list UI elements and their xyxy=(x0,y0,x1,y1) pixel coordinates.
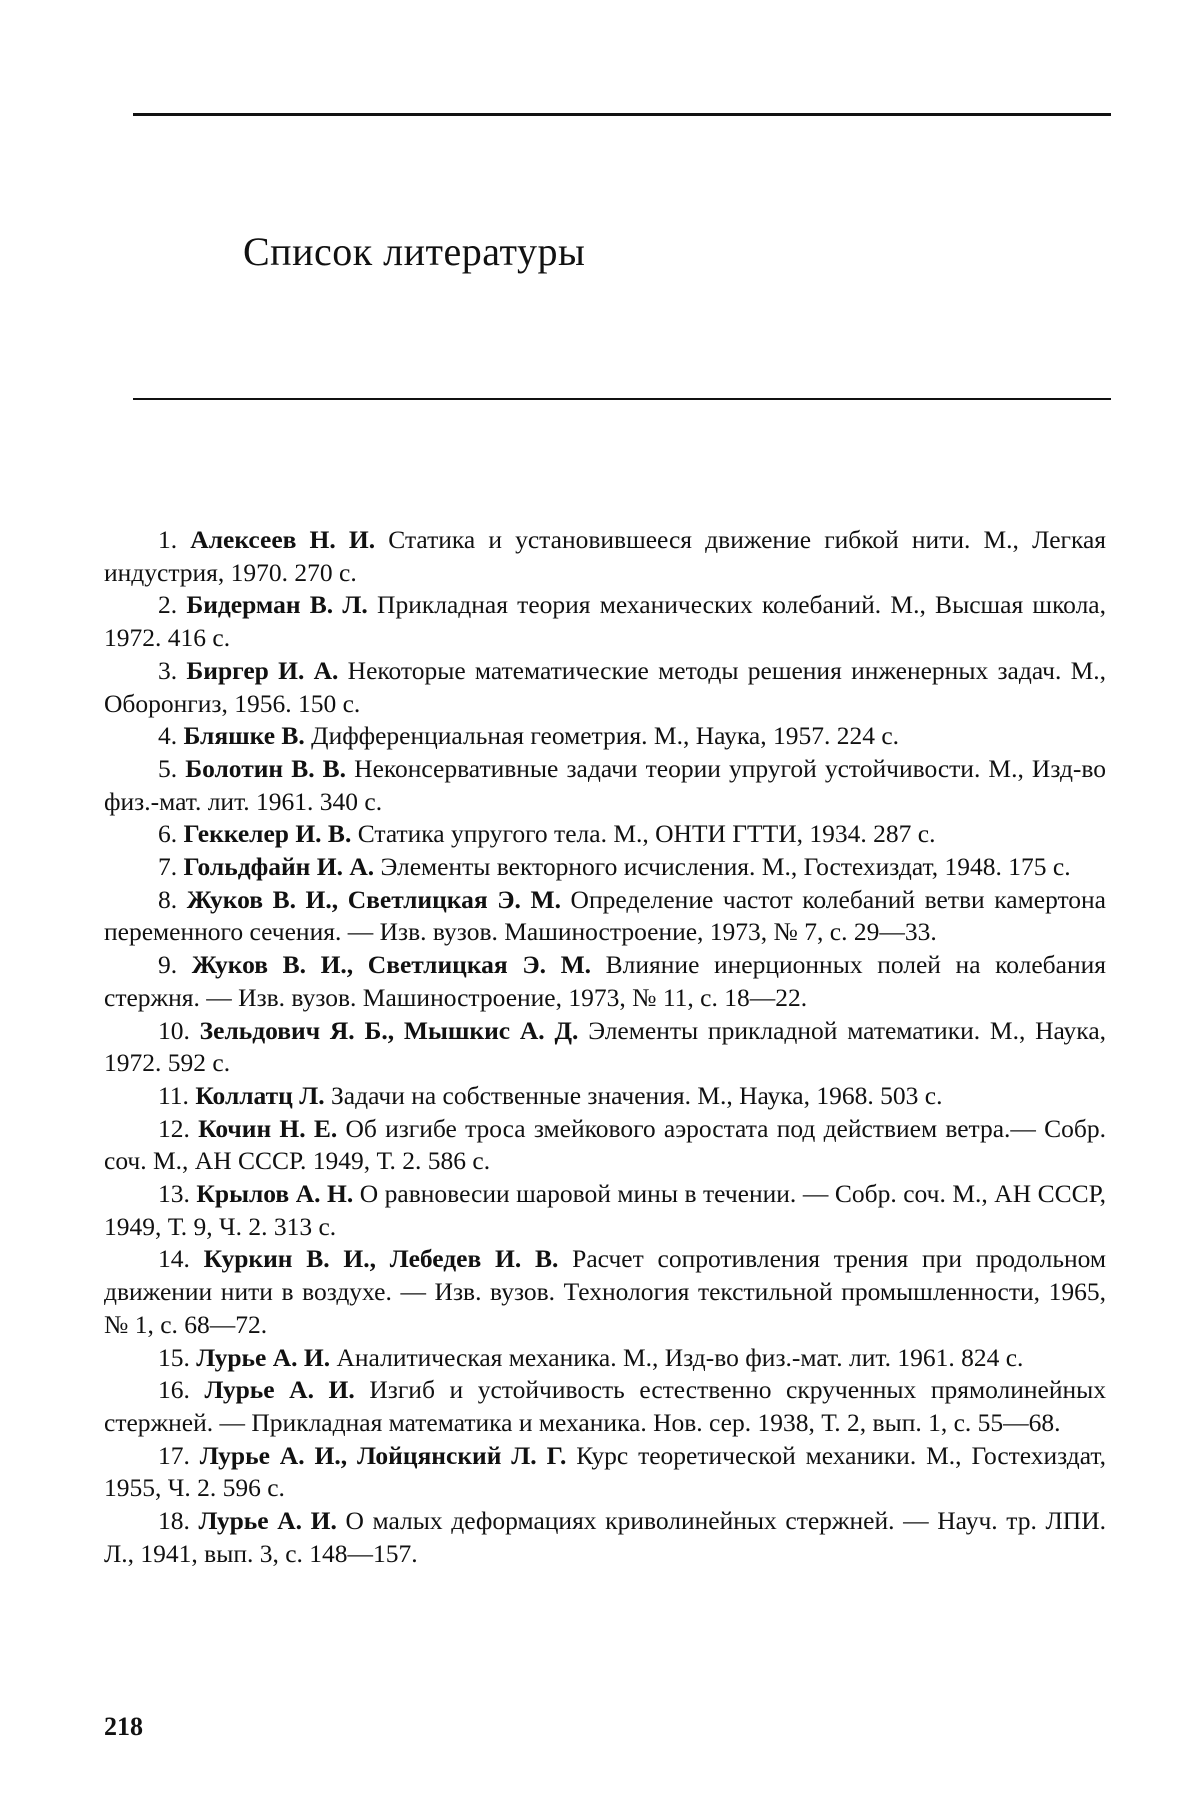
reference-item xyxy=(104,1374,1106,1439)
reference-authors: Алексеев Н. И. xyxy=(190,525,376,554)
reference-number: 2. xyxy=(158,590,178,620)
reference-item xyxy=(104,1505,1106,1570)
reference-text: Расчет сопротивления трения при продольном движении нити в воздухе. — Изв. вузов. Технология текстильной промышленности, 1965, № 1, с. 68—72. xyxy=(104,1244,1107,1339)
reference-number: 9. xyxy=(158,950,178,980)
reference-text: Курс теоретической механики. М., Гостехиздат, 1955, Ч. 2. 596 с. xyxy=(104,1440,1107,1503)
reference-text: О малых деформациях криволинейных стержней. — Науч. тр. ЛПИ. Л., 1941, вып. 3, с. 148—157. xyxy=(104,1506,1106,1568)
reference-number: 6. xyxy=(158,819,178,849)
reference-text: Об изгибе троса змейкового аэростата под действием ветра.— Собр. соч. М., АН СССР. 1949, Т. 2. 586 с. xyxy=(104,1113,1107,1176)
reference-number: 17. xyxy=(158,1440,190,1470)
reference-number: 12. xyxy=(158,1113,190,1143)
reference-item xyxy=(104,884,1106,949)
top-rule xyxy=(133,113,1111,116)
reference-text: Элементы векторного исчисления. М., Гостехиздат, 1948. 175 с. xyxy=(380,852,1071,882)
reference-number: 1. xyxy=(158,525,178,554)
reference-text: Статика и установившееся движение гибкой нити. М., Легкая индустрия, 1970. 270 с. xyxy=(104,525,1107,587)
reference-authors: Болотин В. В. xyxy=(185,753,347,783)
reference-authors: Лурье А. И. xyxy=(198,1506,337,1536)
reference-item xyxy=(104,753,1106,818)
reference-authors: Лурье А. И., Лойцянский Л. Г. xyxy=(199,1440,567,1470)
reference-authors: Жуков В. И., Светлицкая Э. М. xyxy=(191,950,592,980)
reference-authors: Гольдфайн И. А. xyxy=(183,852,375,882)
reference-item xyxy=(104,1342,1106,1375)
reference-authors: Крылов А. Н. xyxy=(196,1179,354,1209)
reference-authors: Биргер И. А. xyxy=(186,655,339,685)
reference-text: Изгиб и устойчивость естественно скрученных прямолинейных стержней. — Прикладная математика и механика. Нов. сер. 1938, Т. 2, вып. 1, с. 55—68. xyxy=(104,1375,1107,1437)
reference-item xyxy=(104,1440,1106,1505)
reference-text: Некоторые математические методы решения инженерных задач. М., Оборонгиз, 1956. 150 с. xyxy=(104,655,1107,718)
reference-number: 3. xyxy=(158,655,178,685)
reference-number: 8. xyxy=(158,884,178,914)
reference-item xyxy=(104,851,1106,884)
reference-authors: Кочин Н. Е. xyxy=(198,1113,338,1143)
reference-number: 18. xyxy=(158,1506,190,1536)
reference-number: 5. xyxy=(158,753,178,783)
reference-item xyxy=(104,1080,1106,1113)
reference-text: Влияние инерционных полей на колебания стержня. — Изв. вузов. Машиностроение, 1973, № 11, с. 18—22. xyxy=(104,950,1106,1012)
reference-authors: Лурье А. И. xyxy=(196,1342,331,1372)
reference-item xyxy=(104,1015,1106,1080)
reference-authors: Бидерман В. Л. xyxy=(186,590,368,620)
reference-number: 4. xyxy=(158,721,178,751)
reference-number: 16. xyxy=(158,1375,190,1405)
reference-item xyxy=(104,1243,1106,1341)
reference-authors: Геккелер И. В. xyxy=(183,819,352,849)
reference-authors: Зельдович Я. Б., Мышкис А. Д. xyxy=(199,1015,579,1045)
reference-item xyxy=(104,818,1106,851)
reference-text: Аналитическая механика. М., Изд-во физ.-мат. лит. 1961. 824 с. xyxy=(336,1342,1024,1372)
reference-list xyxy=(104,524,1106,1571)
reference-text: Неконсервативные задачи теории упругой устойчивости. М., Изд-во физ.-мат. лит. 1961. 340 с. xyxy=(104,753,1107,816)
reference-text: Задачи на собственные значения. М., Наука, 1968. 503 с. xyxy=(331,1080,943,1110)
reference-authors: Коллатц Л. xyxy=(195,1080,325,1110)
reference-item xyxy=(104,655,1106,720)
reference-item xyxy=(104,949,1106,1014)
heading-bottom-rule xyxy=(133,398,1111,400)
reference-number: 14. xyxy=(158,1244,190,1274)
page-title: Список литературы xyxy=(243,229,586,274)
page-number: 218 xyxy=(104,1712,143,1741)
reference-text: О равновесии шаровой мины в течении. — Собр. соч. М., АН СССР, 1949, Т. 9, Ч. 2. 313 с. xyxy=(104,1179,1107,1241)
reference-item xyxy=(104,720,1106,753)
reference-authors: Куркин В. И., Лебедев И. В. xyxy=(203,1244,559,1274)
reference-number: 13. xyxy=(158,1179,190,1209)
reference-number: 15. xyxy=(158,1342,190,1372)
reference-item xyxy=(104,589,1106,654)
reference-item xyxy=(104,524,1106,589)
reference-number: 11. xyxy=(158,1080,189,1110)
reference-text: Элементы прикладной математики. М., Наука, 1972. 592 с. xyxy=(104,1015,1107,1078)
reference-text: Статика упругого тела. М., ОНТИ ГТТИ, 1934. 287 с. xyxy=(357,819,936,849)
reference-number: 7. xyxy=(158,852,178,882)
reference-item xyxy=(104,1178,1106,1243)
reference-text: Прикладная теория механических колебаний. М., Высшая школа, 1972. 416 с. xyxy=(104,590,1106,653)
reference-number: 10. xyxy=(158,1015,190,1045)
reference-text: Определение частот колебаний ветви камертона переменного сечения. — Изв. вузов. Машиностроение, 1973, № 7, с. 29—33. xyxy=(104,884,1106,947)
reference-item xyxy=(104,1113,1106,1178)
reference-authors: Лурье А. И. xyxy=(204,1375,355,1405)
reference-text: Дифференциальная геометрия. М., Наука, 1957. 224 с. xyxy=(311,721,900,751)
reference-authors: Жуков В. И., Светлицкая Э. М. xyxy=(186,884,561,914)
reference-authors: Бляшке В. xyxy=(183,721,305,751)
